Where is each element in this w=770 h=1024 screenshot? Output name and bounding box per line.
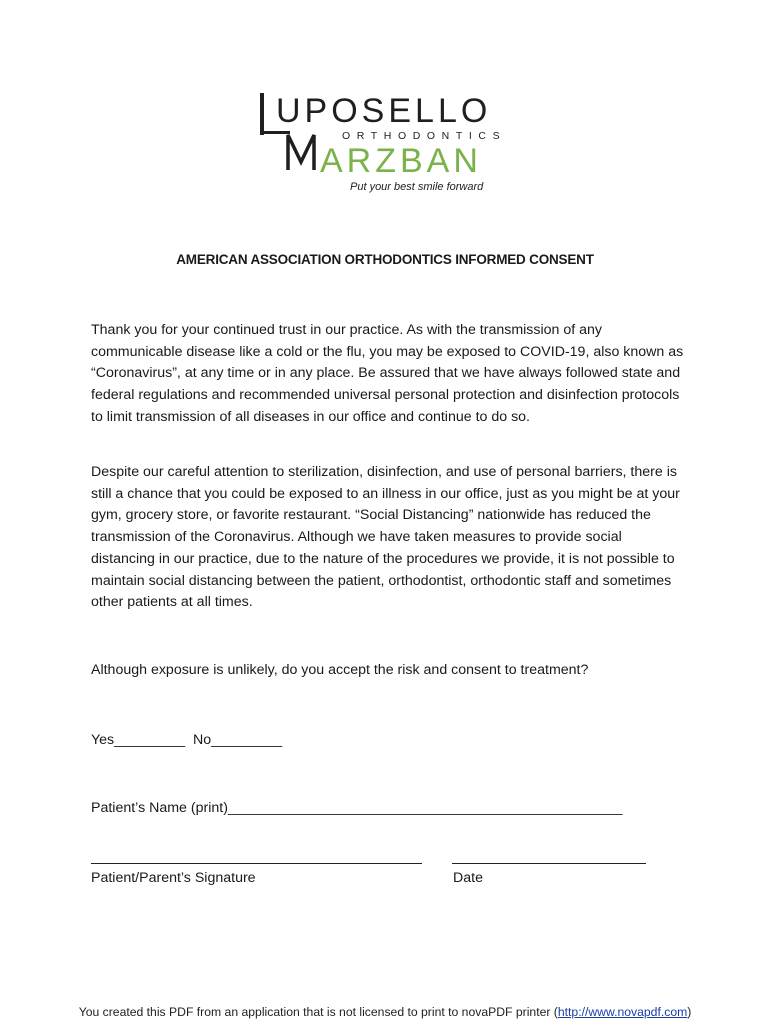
signature-label: Patient/Parent’s Signature: [91, 870, 256, 886]
logo-tagline: Put your best smile forward: [350, 181, 484, 193]
novapdf-link[interactable]: http://www.novapdf.com: [557, 1005, 688, 1019]
date-label: Date: [453, 870, 483, 886]
practice-logo: [258, 90, 520, 196]
logo-brand-bottom: ARZBAN: [320, 142, 482, 180]
yes-no-field: Yes_________ No_________: [91, 732, 283, 748]
logo-brand-top: UPOSELLO: [276, 92, 492, 130]
document-title: AMERICAN ASSOCIATION ORTHODONTICS INFORMED CONSENT: [176, 252, 594, 267]
patient-name-field: Patient’s Name (print)__________________________________________________: [91, 800, 623, 816]
footer-text: You created this PDF from an application that is not licensed to print to novaPDF printer (: [78, 1005, 558, 1019]
footer-notice: [0, 1005, 770, 1019]
consent-question: Although exposure is unlikely, do you accept the risk and consent to treatment?: [91, 662, 589, 678]
date-line: [452, 863, 646, 864]
signature-line: [91, 863, 422, 864]
risk-paragraph: Despite our careful attention to sterilization, disinfection, and use of personal barriers, there is still a chance that you could be exposed to an illness in our office, just as you might be at your gym, grocery store, or favorite restaurant. “Social Distancing” nationwide has reduced the transmission of the Coronavirus. Although we have taken measures to provide social distancing in our practice, due to the nature of the procedures we provide, it is not possible to maintain social distancing between the patient, orthodontist, orthodontic staff and sometimes other patients at all times.: [91, 464, 680, 611]
footer-text-end: ): [687, 1005, 692, 1019]
intro-paragraph: Thank you for your continued trust in our practice. As with the transmission of any communicable disease like a cold or the flu, you may be exposed to COVID-19, also known as “Coronavirus”, at any time or in any place. Be assured that we have always followed state and federal regulations and recommended universal personal protection and disinfection protocols to limit transmission of all diseases in our office and continue to do so.: [91, 322, 684, 425]
logo-brand-mid: ORTHODONTICS: [342, 130, 507, 142]
